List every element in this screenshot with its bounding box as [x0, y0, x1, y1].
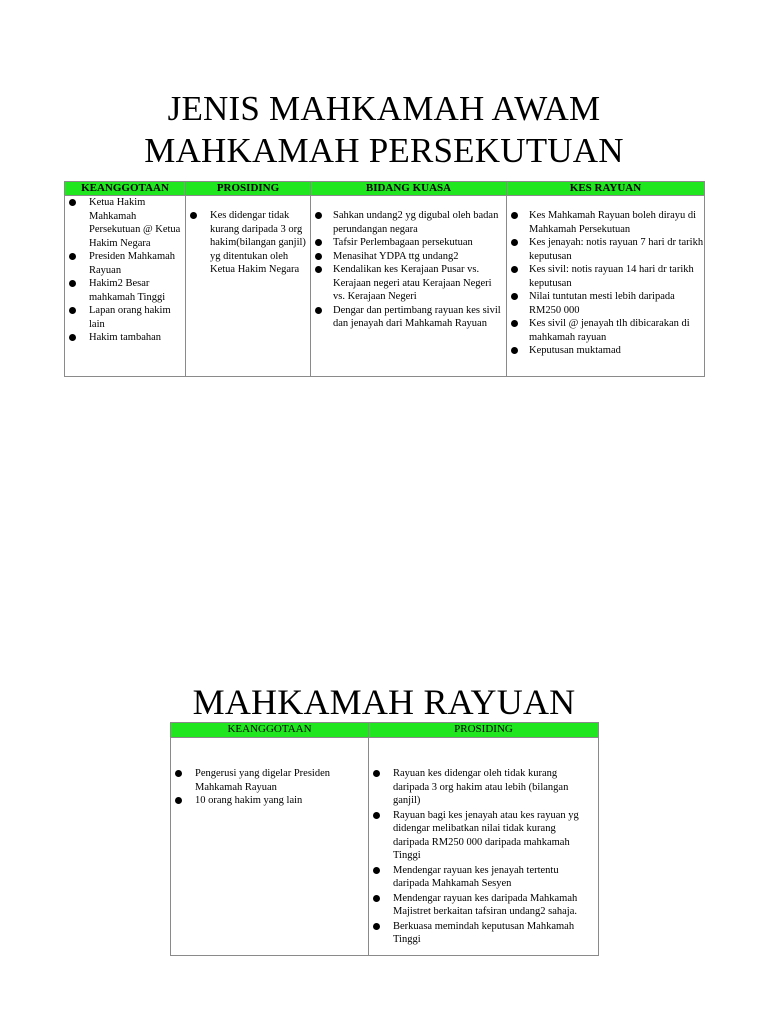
list-item: Hakim2 Besar mahkamah Tinggi — [65, 277, 185, 304]
list-item: Rayuan kes didengar oleh tidak kurang daripada 3 org hakim atau lebih (bilangan ganjil) — [369, 767, 598, 808]
table-body-row — [65, 196, 705, 377]
list-item: Kendalikan kes Kerajaan Pusar vs. Kerajaan negeri atau Kerajaan Negeri vs. Kerajaan Negeri — [311, 263, 506, 304]
keanggotaan-cell — [171, 738, 369, 956]
list-item: Kes Mahkamah Rayuan boleh dirayu di Mahkamah Persekutuan — [507, 209, 704, 236]
bullet-list — [311, 196, 506, 331]
list-item: Menasihat YDPA ttg undang2 — [311, 250, 506, 264]
list-item: Hakim tambahan — [65, 331, 185, 345]
page-title-court-of-appeal: MAHKAMAH RAYUAN — [192, 682, 576, 722]
header-kes-rayuan: KES RAYUAN — [507, 182, 705, 196]
list-item: 10 orang hakim yang lain — [171, 794, 368, 808]
list-item: Tafsir Perlembagaan persekutuan — [311, 236, 506, 250]
list-item: Mendengar rayuan kes daripada Mahkamah Majistret berkaitan tafsiran undang2 sahaja. — [369, 892, 598, 919]
bullet-list — [171, 738, 368, 814]
list-item: Lapan orang hakim lain — [65, 304, 185, 331]
list-item: Pengerusi yang digelar Presiden Mahkamah Rayuan — [171, 767, 368, 794]
header-keanggotaan: KEANGGOTAAN — [171, 723, 369, 738]
table-header-row — [171, 723, 599, 738]
list-item: Kes sivil @ jenayah tlh dibicarakan di mahkamah rayuan — [507, 317, 704, 344]
list-item: Kes sivil: notis rayuan 14 hari dr tarikh keputusan — [507, 263, 704, 290]
list-item: Sahkan undang2 yg digubal oleh badan perundangan negara — [311, 209, 506, 236]
title-line-court-types: JENIS MAHKAMAH AWAM — [167, 89, 601, 128]
list-item: Dengar dan pertimbang rayuan kes sivil dan jenayah dari Mahkamah Rayuan — [311, 304, 506, 331]
header-bidang-kuasa: BIDANG KUASA — [311, 182, 507, 196]
table-header-row — [65, 182, 705, 196]
page-title-federal-court — [0, 88, 768, 172]
list-item: Nilai tuntutan mesti lebih daripada RM250 000 — [507, 290, 704, 317]
list-item: Kes didengar tidak kurang daripada 3 org hakim(bilangan ganjil) yg ditentukan oleh Ketua Hakim Negara — [186, 209, 310, 277]
header-prosiding: PROSIDING — [369, 723, 599, 738]
bullet-list — [65, 196, 185, 345]
list-item: Keputusan muktamad — [507, 344, 704, 358]
list-item: Kes jenayah: notis rayuan 7 hari dr tarikh keputusan — [507, 236, 704, 263]
bullet-list — [369, 738, 598, 954]
court-of-appeal-table — [170, 722, 599, 956]
title-line-federal-court: MAHKAMAH PERSEKUTUAN — [144, 131, 624, 170]
list-item: Rayuan bagi kes jenayah atau kes rayuan yg didengar melibatkan nilai tidak kurang daripada RM250 000 daripada mahkamah Tinggi — [369, 809, 598, 863]
list-item: Ketua Hakim Mahkamah Persekutuan @ Ketua Hakim Negara — [65, 196, 185, 250]
header-prosiding: PROSIDING — [186, 182, 311, 196]
keanggotaan-cell — [65, 196, 186, 377]
bidang-kuasa-cell — [311, 196, 507, 377]
header-keanggotaan: KEANGGOTAAN — [65, 182, 186, 196]
federal-court-table — [64, 181, 705, 377]
kes-rayuan-cell — [507, 196, 705, 377]
list-item: Presiden Mahkamah Rayuan — [65, 250, 185, 277]
bullet-list — [186, 196, 310, 277]
prosiding-cell — [369, 738, 599, 956]
bullet-list — [507, 196, 704, 358]
table-body-row — [171, 738, 599, 956]
list-item: Mendengar rayuan kes jenayah tertentu daripada Mahkamah Sesyen — [369, 864, 598, 891]
prosiding-cell — [186, 196, 311, 377]
list-item: Berkuasa memindah keputusan Mahkamah Tinggi — [369, 920, 598, 947]
